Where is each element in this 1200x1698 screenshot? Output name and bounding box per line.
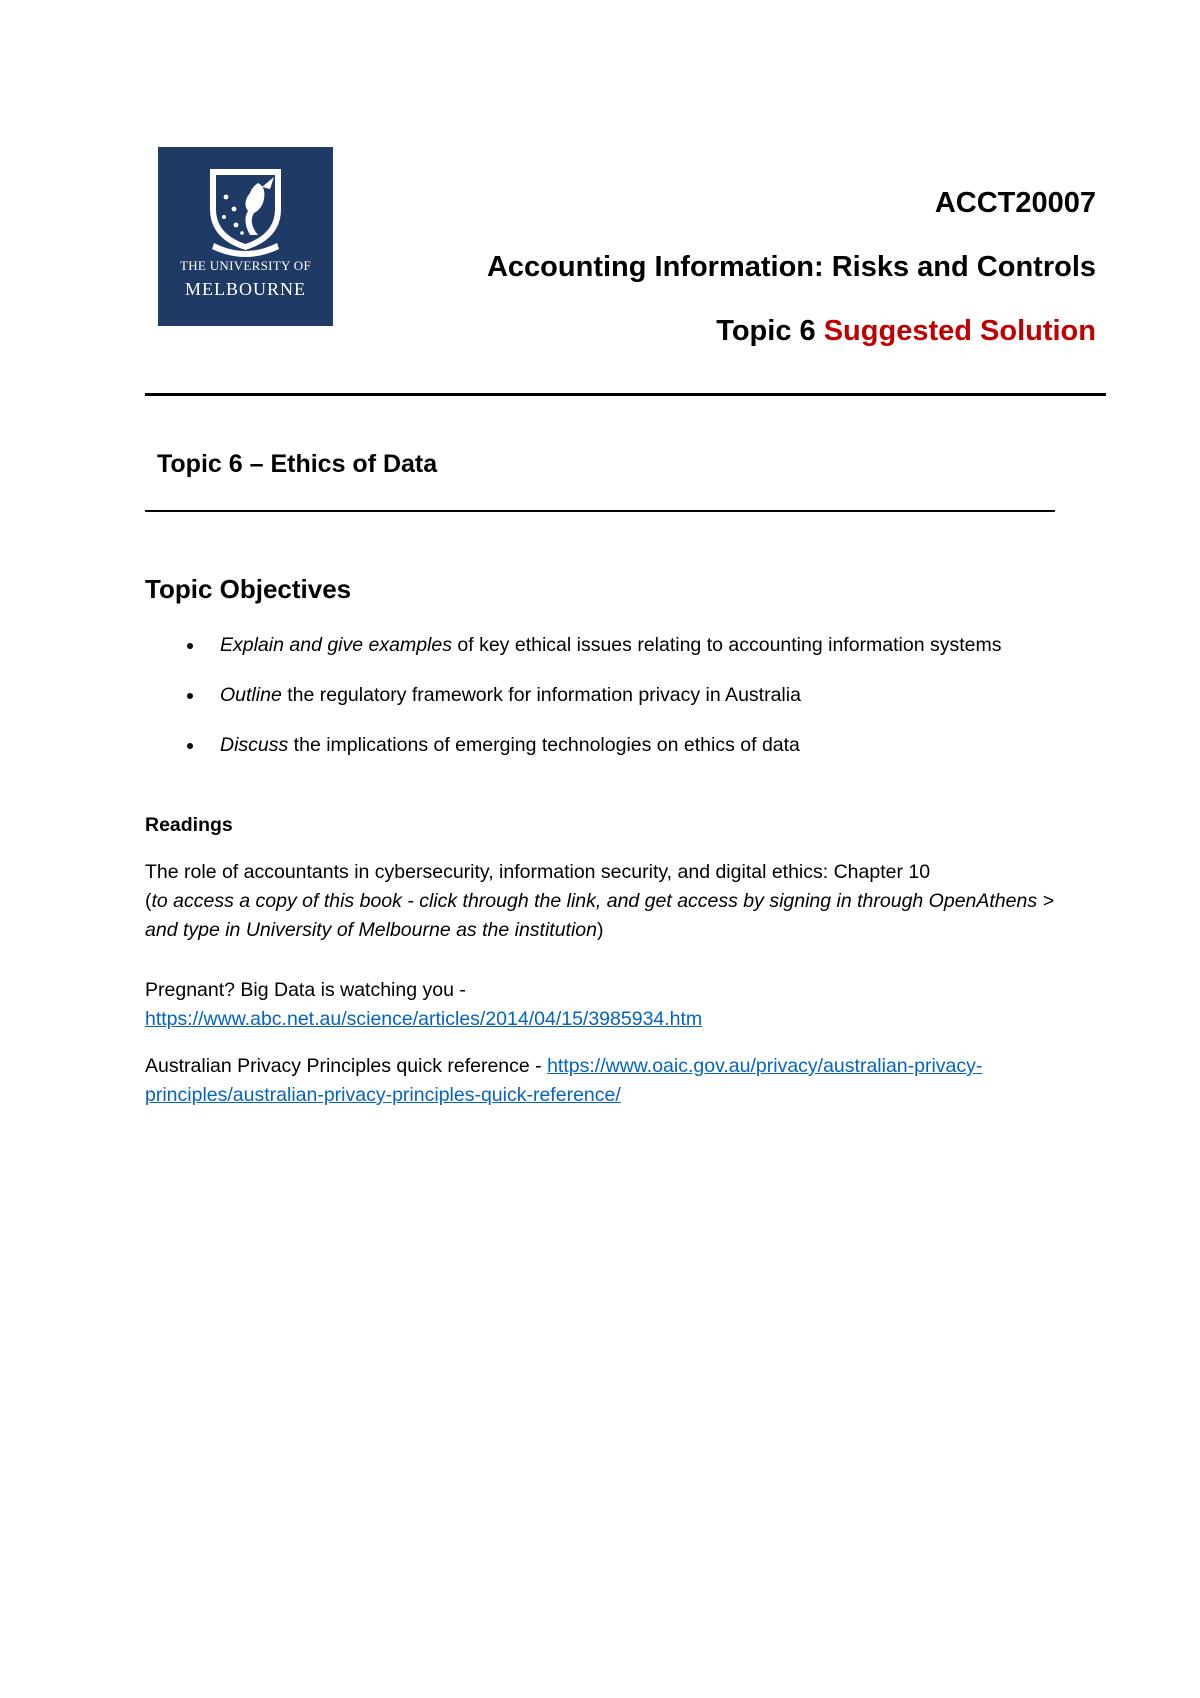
course-title: Accounting Information: Risks and Controls [486, 251, 1096, 283]
objective-emphasis: Outline [220, 684, 282, 706]
reading-privacy-link[interactable]: https://www.oaic.gov.au/privacy/australian-privacy-principles/australian-privacy-principles-quick-reference/ [145, 1055, 983, 1106]
objective-item [145, 632, 1060, 659]
reading-note-close: ) [597, 919, 604, 941]
university-crest-icon [158, 147, 333, 257]
objectives-list [145, 632, 1060, 782]
objective-item [145, 732, 1060, 759]
objective-text: of key ethical issues relating to accounting information systems [451, 634, 1002, 656]
objective-item [145, 682, 1060, 709]
reading-item-privacy [145, 1052, 1085, 1110]
reading-note-open: ( [145, 890, 152, 912]
topic-divider [145, 510, 1055, 512]
topic-title: Topic 6 – Ethics of Data [157, 450, 438, 478]
objective-emphasis: Discuss [220, 734, 289, 756]
objectives-heading: Topic Objectives [145, 574, 352, 604]
readings-heading: Readings [145, 814, 233, 836]
reading-book-title: The role of accountants in cybersecurity, information security, and digital ethics: Chapter 10 [145, 861, 931, 883]
suggested-solution-label: Suggested Solution [823, 315, 1096, 347]
objective-text: the regulatory framework for information privacy in Australia [281, 684, 801, 706]
course-code: ACCT20007 [934, 187, 1096, 219]
header-divider [145, 393, 1106, 396]
reading-item-article [145, 976, 1085, 1034]
university-logo [158, 147, 333, 326]
reading-privacy-title: Australian Privacy Principles quick reference - [145, 1055, 548, 1077]
reading-article-title: Pregnant? Big Data is watching you - [145, 979, 466, 1001]
logo-university-of: THE UNIVERSITY OF [180, 258, 311, 273]
reading-book-note: to access a copy of this book - click through the link, and get access by signing in through OpenAthens > and type in University of Melbourne as the institution [145, 890, 1054, 941]
reading-article-link[interactable]: https://www.abc.net.au/science/articles/2014/04/15/3985934.htm [145, 1008, 703, 1030]
objective-text: the implications of emerging technologies on ethics of data [288, 734, 800, 756]
reading-item-book [145, 858, 1085, 945]
topic-solution-heading [716, 315, 1096, 348]
logo-melbourne: MELBOURNE [185, 279, 306, 299]
topic-label: Topic 6 [716, 315, 816, 347]
objective-emphasis: Explain and give examples [220, 634, 452, 656]
